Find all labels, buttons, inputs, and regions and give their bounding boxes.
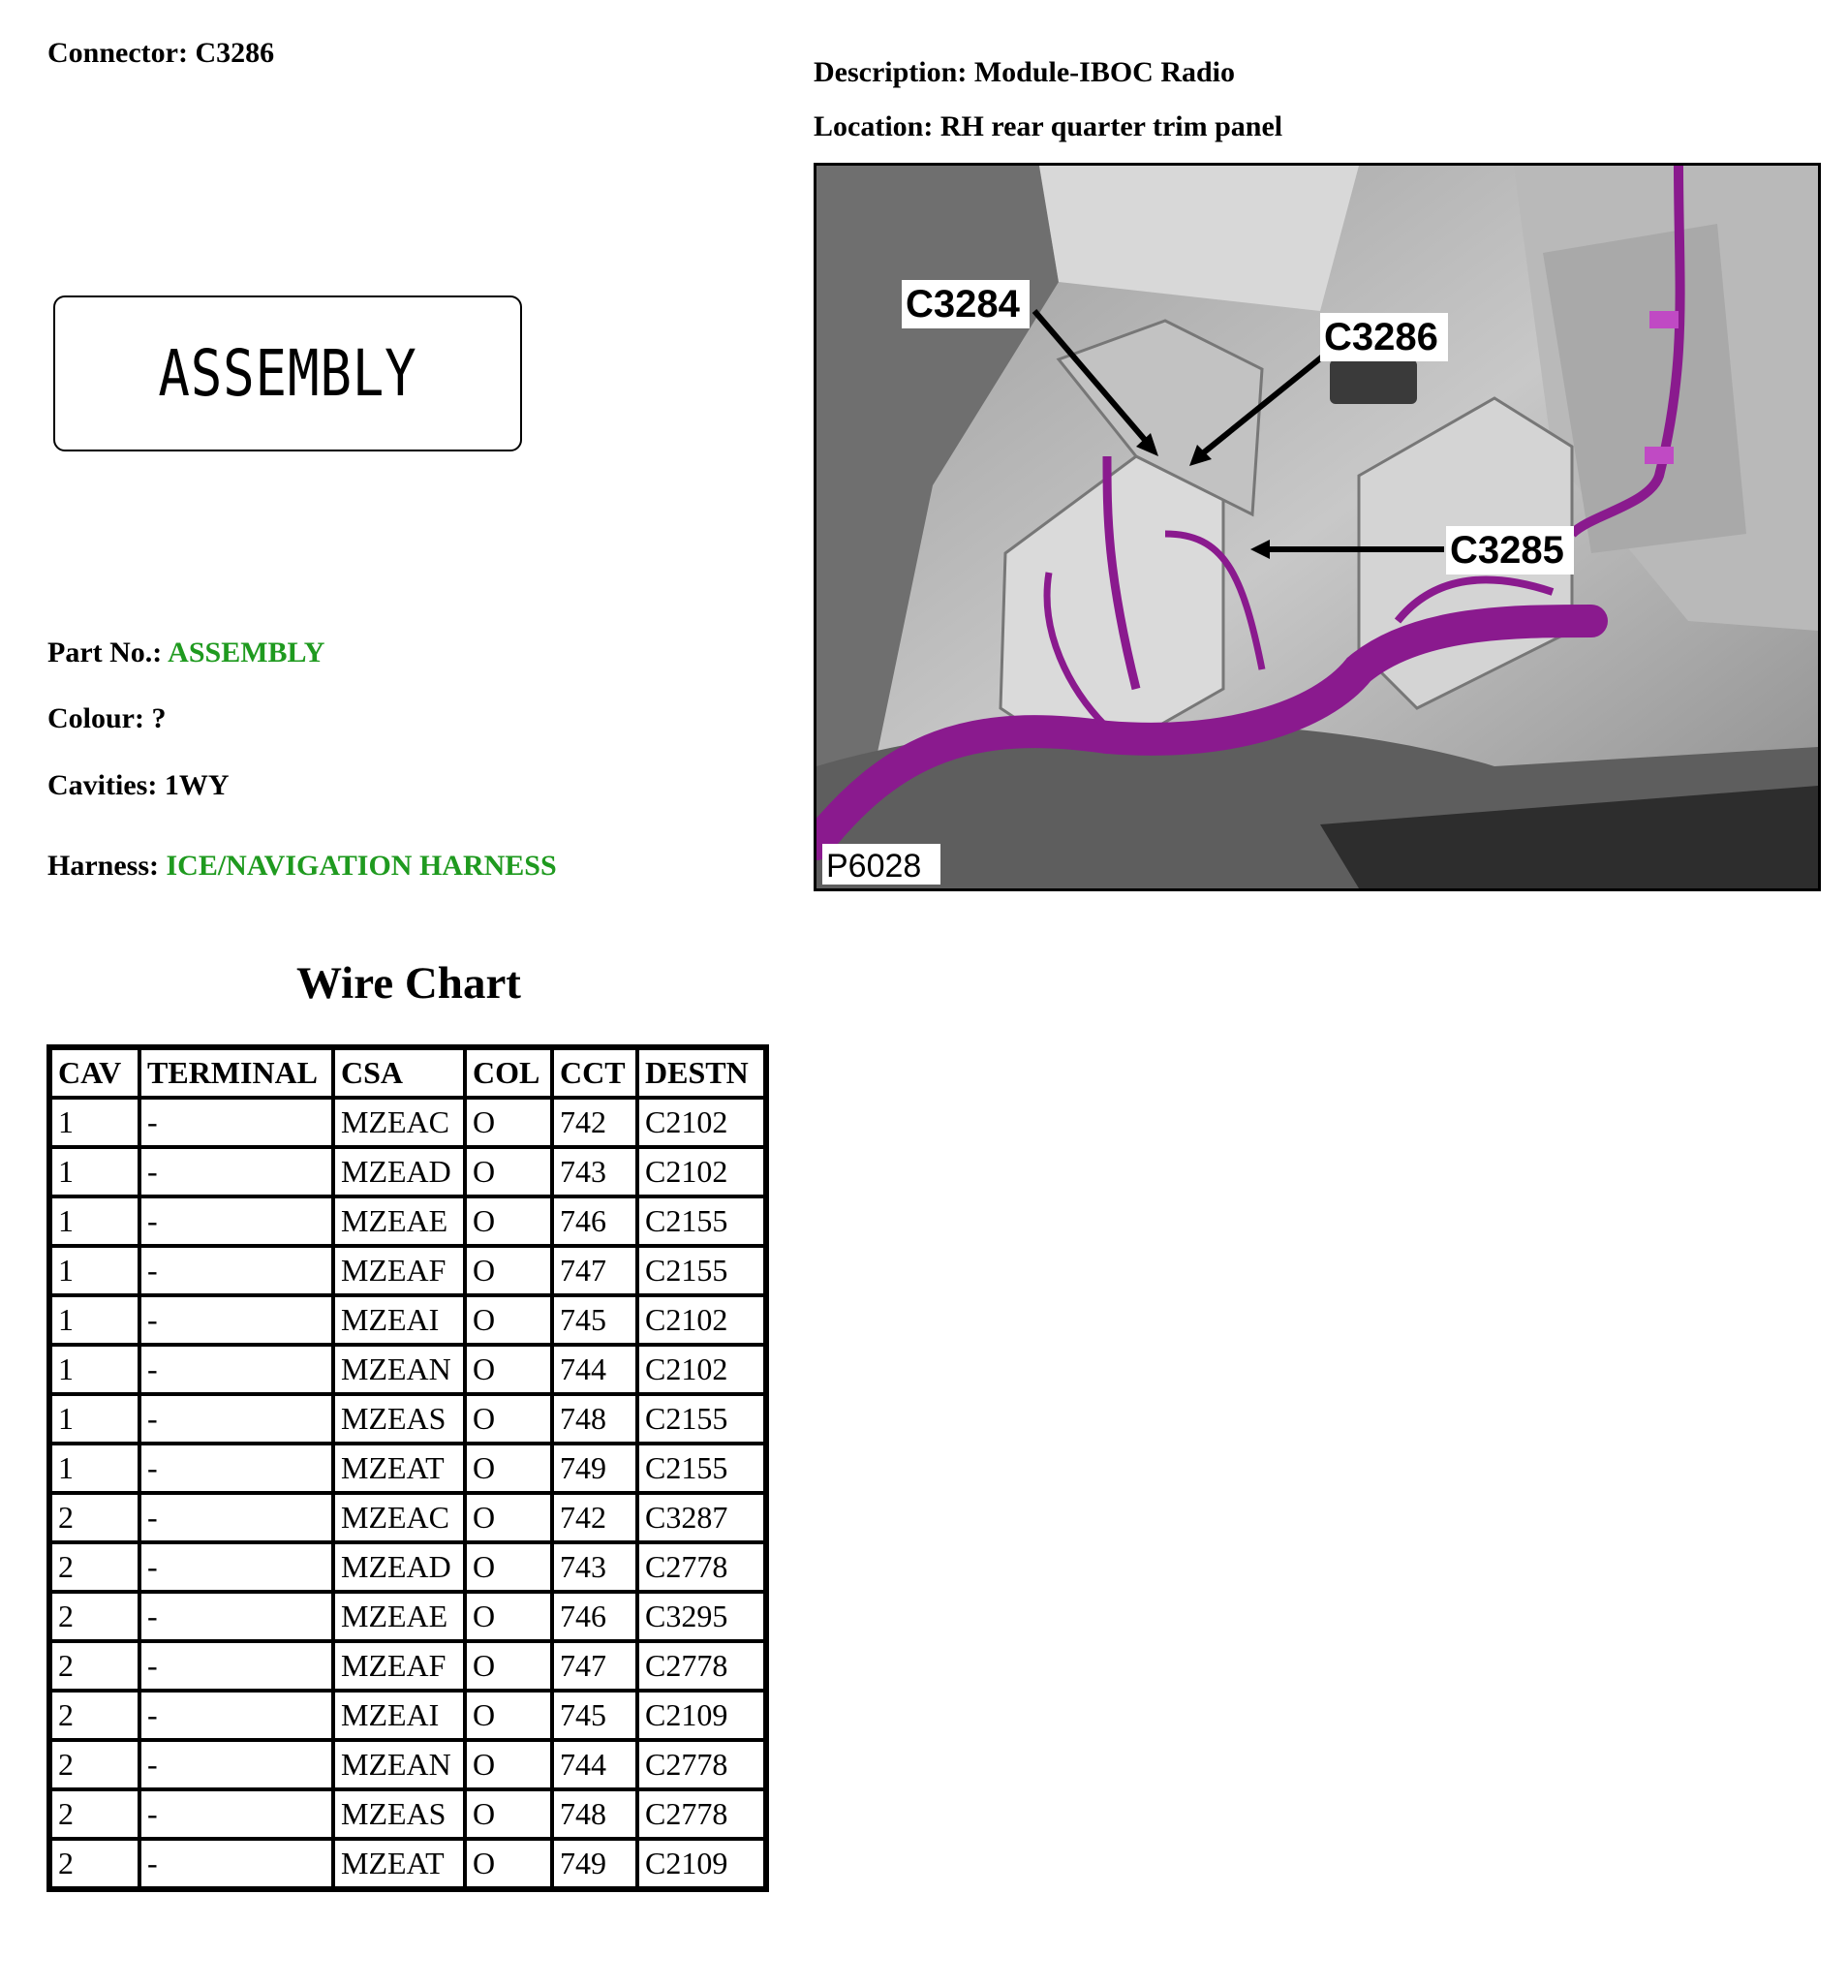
cell-col: O bbox=[465, 1789, 552, 1839]
cell-col: O bbox=[465, 1740, 552, 1789]
cell-cct: 745 bbox=[552, 1295, 637, 1345]
wire-chart-title: Wire Chart bbox=[296, 958, 521, 1009]
cell-terminal: - bbox=[139, 1691, 333, 1740]
table-row bbox=[50, 1740, 765, 1789]
cell-cct: 749 bbox=[552, 1839, 637, 1888]
cell-cav: 1 bbox=[50, 1394, 139, 1444]
cell-terminal: - bbox=[139, 1789, 333, 1839]
cell-cct: 746 bbox=[552, 1592, 637, 1641]
cell-csa: MZEAI bbox=[333, 1691, 465, 1740]
cell-csa: MZEAS bbox=[333, 1394, 465, 1444]
cell-csa: MZEAD bbox=[333, 1147, 465, 1196]
figure-code: P6028 bbox=[826, 848, 922, 885]
cell-destn: C3287 bbox=[637, 1493, 765, 1542]
cell-terminal: - bbox=[139, 1345, 333, 1394]
cell-csa: MZEAI bbox=[333, 1295, 465, 1345]
cell-cav: 2 bbox=[50, 1493, 139, 1542]
cell-csa: MZEAS bbox=[333, 1789, 465, 1839]
wire-chart-header-row bbox=[50, 1048, 765, 1098]
cell-destn: C2778 bbox=[637, 1789, 765, 1839]
cell-cct: 744 bbox=[552, 1740, 637, 1789]
table-row bbox=[50, 1691, 765, 1740]
table-row bbox=[50, 1789, 765, 1839]
cell-terminal: - bbox=[139, 1542, 333, 1592]
cell-terminal: - bbox=[139, 1493, 333, 1542]
cell-cct: 747 bbox=[552, 1641, 637, 1691]
cell-col: O bbox=[465, 1592, 552, 1641]
cell-terminal: - bbox=[139, 1592, 333, 1641]
cell-csa: MZEAT bbox=[333, 1444, 465, 1493]
cell-cct: 748 bbox=[552, 1789, 637, 1839]
cell-cct: 743 bbox=[552, 1542, 637, 1592]
colour-label: Colour: bbox=[47, 702, 144, 734]
cell-csa: MZEAN bbox=[333, 1345, 465, 1394]
table-row bbox=[50, 1147, 765, 1196]
cavities-value: 1WY bbox=[164, 769, 230, 801]
cell-terminal: - bbox=[139, 1295, 333, 1345]
cell-cav: 1 bbox=[50, 1147, 139, 1196]
cell-terminal: - bbox=[139, 1147, 333, 1196]
cell-cav: 1 bbox=[50, 1444, 139, 1493]
header-cct: CCT bbox=[552, 1048, 637, 1098]
cell-terminal: - bbox=[139, 1196, 333, 1246]
cell-cav: 2 bbox=[50, 1839, 139, 1888]
cavities-line bbox=[47, 769, 229, 802]
table-row bbox=[50, 1345, 765, 1394]
cell-cct: 746 bbox=[552, 1196, 637, 1246]
wire-chart-table bbox=[46, 1044, 769, 1892]
cell-csa: MZEAF bbox=[333, 1641, 465, 1691]
cell-col: O bbox=[465, 1295, 552, 1345]
table-row bbox=[50, 1592, 765, 1641]
cell-cav: 2 bbox=[50, 1641, 139, 1691]
cell-cct: 744 bbox=[552, 1345, 637, 1394]
callout-c3286: C3286 bbox=[1324, 316, 1438, 358]
cell-cct: 748 bbox=[552, 1394, 637, 1444]
harness-clip-1 bbox=[1649, 311, 1679, 328]
part-no-label: Part No.: bbox=[47, 637, 163, 668]
cell-destn: C2778 bbox=[637, 1542, 765, 1592]
cell-cav: 1 bbox=[50, 1098, 139, 1147]
table-row bbox=[50, 1493, 765, 1542]
cell-col: O bbox=[465, 1394, 552, 1444]
location-figure-svg bbox=[816, 166, 1818, 888]
cavities-label: Cavities: bbox=[47, 769, 158, 801]
cell-col: O bbox=[465, 1246, 552, 1295]
harness-label: Harness: bbox=[47, 850, 159, 882]
table-row bbox=[50, 1196, 765, 1246]
cell-csa: MZEAC bbox=[333, 1098, 465, 1147]
cell-destn: C3295 bbox=[637, 1592, 765, 1641]
cell-col: O bbox=[465, 1691, 552, 1740]
callout-c3285: C3285 bbox=[1450, 529, 1564, 572]
cell-cct: 742 bbox=[552, 1493, 637, 1542]
connector-line bbox=[47, 37, 274, 70]
cell-cct: 745 bbox=[552, 1691, 637, 1740]
cell-destn: C2778 bbox=[637, 1740, 765, 1789]
cell-destn: C2102 bbox=[637, 1295, 765, 1345]
colour-value: ? bbox=[151, 702, 167, 734]
header-col: COL bbox=[465, 1048, 552, 1098]
cell-cct: 749 bbox=[552, 1444, 637, 1493]
table-row bbox=[50, 1295, 765, 1345]
cell-csa: MZEAF bbox=[333, 1246, 465, 1295]
header-terminal: TERMINAL bbox=[139, 1048, 333, 1098]
cell-cav: 1 bbox=[50, 1196, 139, 1246]
table-row bbox=[50, 1542, 765, 1592]
header-csa: CSA bbox=[333, 1048, 465, 1098]
cell-destn: C2155 bbox=[637, 1394, 765, 1444]
cell-destn: C2778 bbox=[637, 1641, 765, 1691]
cell-terminal: - bbox=[139, 1740, 333, 1789]
cell-col: O bbox=[465, 1098, 552, 1147]
callout-c3284: C3284 bbox=[906, 283, 1020, 326]
harness-clip-2 bbox=[1645, 447, 1674, 464]
location-figure bbox=[814, 163, 1821, 891]
location-label: Location: bbox=[814, 110, 934, 142]
cell-col: O bbox=[465, 1147, 552, 1196]
connector-value: C3286 bbox=[195, 37, 275, 69]
cell-cav: 2 bbox=[50, 1740, 139, 1789]
cell-terminal: - bbox=[139, 1444, 333, 1493]
cell-terminal: - bbox=[139, 1641, 333, 1691]
cell-cav: 2 bbox=[50, 1789, 139, 1839]
harness-value[interactable]: ICE/NAVIGATION HARNESS bbox=[166, 850, 557, 882]
cell-destn: C2102 bbox=[637, 1147, 765, 1196]
table-row bbox=[50, 1839, 765, 1888]
cell-destn: C2155 bbox=[637, 1196, 765, 1246]
connector-label: Connector: bbox=[47, 37, 188, 69]
cell-cct: 747 bbox=[552, 1246, 637, 1295]
cell-col: O bbox=[465, 1196, 552, 1246]
cell-terminal: - bbox=[139, 1098, 333, 1147]
table-row bbox=[50, 1246, 765, 1295]
cell-csa: MZEAC bbox=[333, 1493, 465, 1542]
cell-cav: 1 bbox=[50, 1295, 139, 1345]
cell-cav: 2 bbox=[50, 1592, 139, 1641]
cell-csa: MZEAT bbox=[333, 1839, 465, 1888]
cell-cct: 742 bbox=[552, 1098, 637, 1147]
colour-line bbox=[47, 702, 167, 735]
cell-csa: MZEAD bbox=[333, 1542, 465, 1592]
location-line bbox=[814, 110, 1282, 143]
cell-destn: C2155 bbox=[637, 1246, 765, 1295]
cell-cav: 1 bbox=[50, 1345, 139, 1394]
header-destn: DESTN bbox=[637, 1048, 765, 1098]
description-line bbox=[814, 56, 1235, 89]
header-cav: CAV bbox=[50, 1048, 139, 1098]
cell-terminal: - bbox=[139, 1394, 333, 1444]
cell-destn: C2155 bbox=[637, 1444, 765, 1493]
part-no-value[interactable]: ASSEMBLY bbox=[168, 637, 325, 668]
assembly-image-box bbox=[53, 295, 522, 451]
cell-destn: C2109 bbox=[637, 1691, 765, 1740]
cell-csa: MZEAE bbox=[333, 1592, 465, 1641]
cell-col: O bbox=[465, 1641, 552, 1691]
table-row bbox=[50, 1444, 765, 1493]
description-value: Module-IBOC Radio bbox=[973, 56, 1236, 88]
cell-cav: 2 bbox=[50, 1542, 139, 1592]
cell-cct: 743 bbox=[552, 1147, 637, 1196]
cell-destn: C2102 bbox=[637, 1098, 765, 1147]
harness-line bbox=[47, 850, 557, 883]
table-row bbox=[50, 1394, 765, 1444]
part-no-line bbox=[47, 637, 324, 669]
table-row bbox=[50, 1641, 765, 1691]
connector-c3286-body bbox=[1330, 359, 1417, 404]
cell-cav: 2 bbox=[50, 1691, 139, 1740]
cell-col: O bbox=[465, 1493, 552, 1542]
location-value: RH rear quarter trim panel bbox=[939, 110, 1283, 142]
table-row bbox=[50, 1098, 765, 1147]
cell-col: O bbox=[465, 1542, 552, 1592]
assembly-text: ASSEMBLY bbox=[158, 336, 417, 411]
description-label: Description: bbox=[814, 56, 968, 88]
cell-csa: MZEAN bbox=[333, 1740, 465, 1789]
cell-csa: MZEAE bbox=[333, 1196, 465, 1246]
cell-terminal: - bbox=[139, 1246, 333, 1295]
cell-destn: C2102 bbox=[637, 1345, 765, 1394]
cell-terminal: - bbox=[139, 1839, 333, 1888]
cell-col: O bbox=[465, 1345, 552, 1394]
cell-cav: 1 bbox=[50, 1246, 139, 1295]
cell-col: O bbox=[465, 1444, 552, 1493]
cell-destn: C2109 bbox=[637, 1839, 765, 1888]
cell-col: O bbox=[465, 1839, 552, 1888]
